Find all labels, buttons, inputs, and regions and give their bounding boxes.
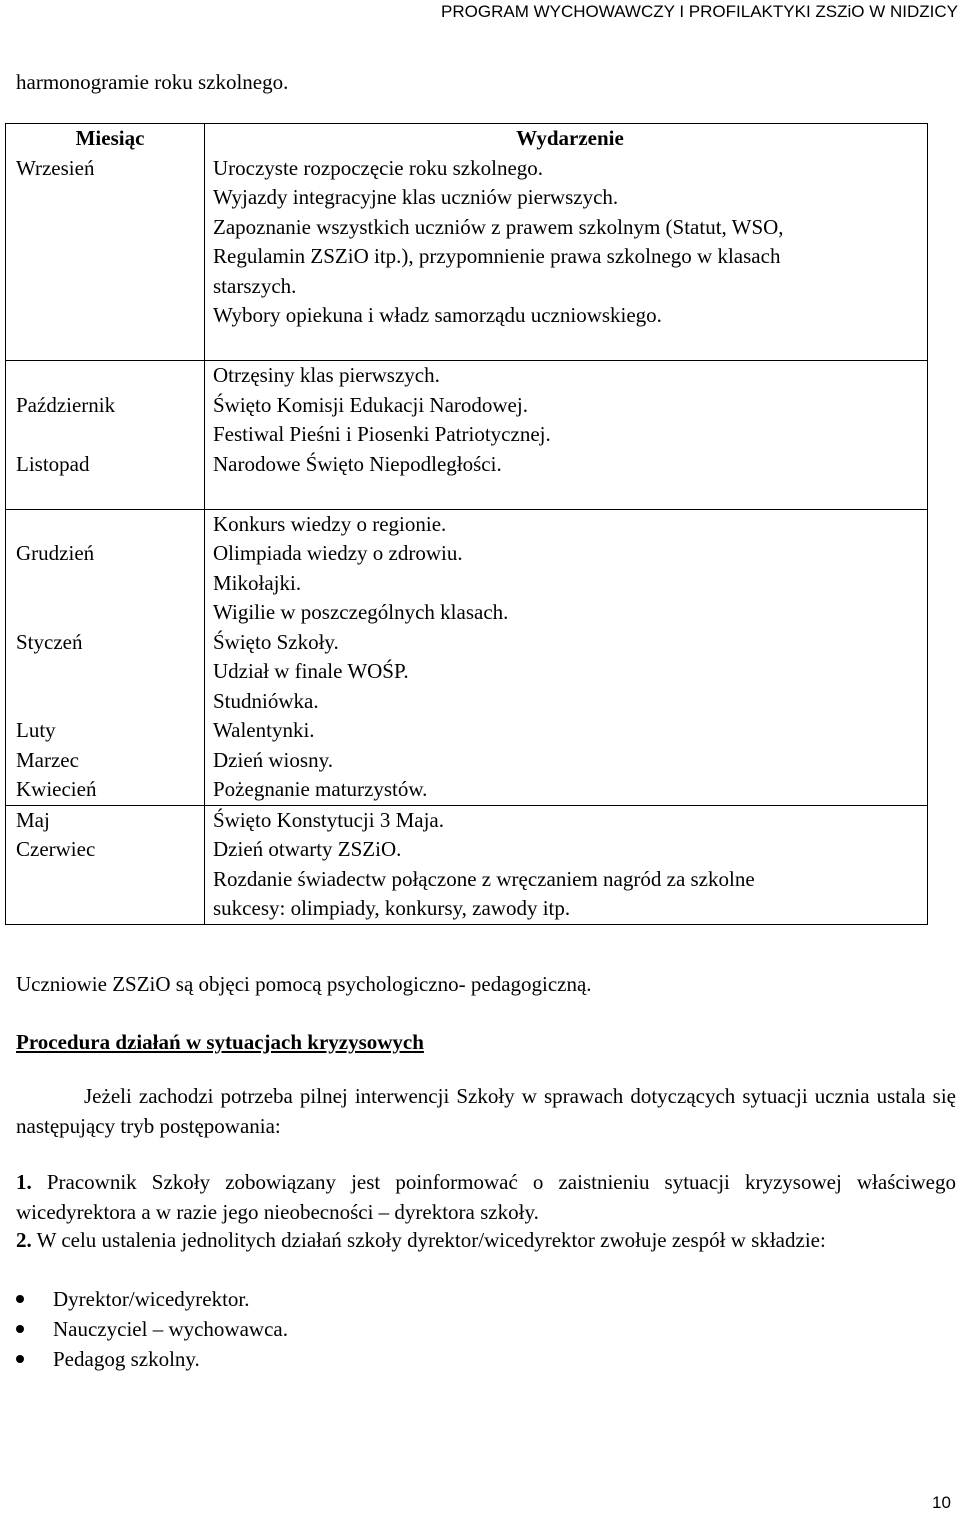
- event-item: Święto Komisji Edukacji Narodowej.: [213, 392, 528, 417]
- month-label: Czerwiec: [16, 837, 96, 861]
- table-row: [6, 805, 928, 924]
- table-row: [6, 509, 928, 805]
- event-item: Dzień wiosny.: [213, 747, 333, 772]
- month-label: Styczeń: [16, 629, 83, 654]
- event-item: Wybory opiekuna i władz samorządu uczniowskiego.: [213, 303, 662, 327]
- list-item: [16, 1344, 288, 1374]
- item-number: 1.: [16, 1170, 32, 1194]
- event-column-header: Wydarzenie: [205, 124, 928, 154]
- month-label: Maj: [16, 807, 50, 832]
- event-item: Festiwal Pieśni i Piosenki Patriotycznej.: [213, 422, 551, 446]
- event-item: Olimpiada wiedzy o zdrowiu.: [213, 541, 463, 565]
- event-item: Konkurs wiedzy o regionie.: [213, 511, 447, 536]
- list-item: [16, 1284, 288, 1314]
- procedure-item-2: [16, 1226, 956, 1256]
- month-label: Grudzień: [16, 541, 95, 565]
- event-item: Regulamin ZSZiO itp.), przypomnienie prawa szkolnego w klasach: [213, 244, 781, 268]
- table-row: [6, 154, 928, 361]
- event-item: Walentynki.: [213, 718, 315, 742]
- page-number: 10: [932, 1493, 951, 1512]
- month-cell: [6, 361, 205, 510]
- event-item: Święto Konstytucji 3 Maja.: [213, 807, 444, 832]
- month-cell: [6, 805, 205, 924]
- table-header-row: [6, 124, 928, 154]
- month-label: Październik: [16, 392, 116, 417]
- event-item: Udział w finale WOŚP.: [213, 659, 409, 683]
- event-item: Dzień otwarty ZSZiO.: [213, 837, 402, 861]
- event-item: Zapoznanie wszystkich uczniów z prawem szkolnym (Statut, WSO,: [213, 214, 784, 239]
- month-label: Wrzesień: [16, 155, 95, 180]
- event-item: Otrzęsiny klas pierwszych.: [213, 363, 440, 387]
- item-text: Pracownik Szkoły zobowiązany jest poinformować o zaistnieniu sytuacji kryzysowej właściwego wicedyrektora a w razie jego nieobecności – dyrektora szkoły.: [16, 1170, 957, 1224]
- month-cell: [6, 154, 205, 361]
- bullet-icon: [16, 1355, 24, 1363]
- event-item: Studniówka.: [213, 688, 319, 713]
- procedure-item-1: [16, 1168, 956, 1227]
- month-label: Kwiecień: [16, 777, 97, 801]
- schedule-table: [5, 123, 928, 925]
- section-title: [16, 1028, 956, 1058]
- month-label: Luty: [16, 718, 56, 742]
- list-item: [16, 1314, 288, 1344]
- list-item-text: Dyrektor/wicedyrektor.: [53, 1287, 250, 1311]
- event-cell: [205, 509, 928, 805]
- item-text: W celu ustalenia jednolitych działań szkoły dyrektor/wicedyrektor zwołuje zespół w składzie:: [36, 1228, 826, 1252]
- event-item: Mikołajki.: [213, 570, 302, 595]
- event-item: starszych.: [213, 273, 297, 298]
- intro-paragraph: Jeżeli zachodzi potrzeba pilnej interwencji Szkoły w sprawach dotyczących sytuacji ucznia ustala się następujący tryb postępowania:: [16, 1084, 956, 1138]
- list-item-text: Pedagog szkolny.: [53, 1347, 200, 1371]
- support-note: Uczniowie ZSZiO są objęci pomocą psychologiczno- pedagogiczną.: [16, 972, 592, 996]
- intro-text: harmonogramie roku szkolnego.: [16, 70, 289, 94]
- event-item: Narodowe Święto Niepodległości.: [213, 451, 502, 476]
- bullet-icon: [16, 1295, 24, 1303]
- event-item: Uroczyste rozpoczęcie roku szkolnego.: [213, 155, 544, 180]
- bullet-icon: [16, 1325, 24, 1333]
- table-row: [6, 361, 928, 510]
- month-column-header: Miesiąc: [6, 124, 205, 154]
- month-cell: [6, 509, 205, 805]
- running-header: PROGRAM WYCHOWAWCZY I PROFILAKTYKI ZSZiO W NIDZICY: [441, 2, 958, 21]
- event-cell: [205, 805, 928, 924]
- event-item: Wyjazdy integracyjne klas uczniów pierwszych.: [213, 185, 619, 209]
- team-list: [16, 1284, 288, 1374]
- list-item-text: Nauczyciel – wychowawca.: [53, 1317, 288, 1341]
- event-item: Święto Szkoły.: [213, 629, 339, 654]
- month-label: Listopad: [16, 451, 90, 476]
- event-item: Pożegnanie maturzystów.: [213, 777, 428, 801]
- section-title-text: Procedura działań w sytuacjach kryzysowych: [16, 1030, 424, 1054]
- event-cell: [205, 154, 928, 361]
- event-cell: [205, 361, 928, 510]
- event-item: sukcesy: olimpiady, konkursy, zawody itp.: [213, 896, 571, 920]
- event-item: Wigilie w poszczególnych klasach.: [213, 600, 509, 624]
- item-number: 2.: [16, 1228, 32, 1252]
- month-label: Marzec: [16, 747, 79, 772]
- event-item: Rozdanie świadectw połączone z wręczaniem nagród za szkolne: [213, 866, 755, 891]
